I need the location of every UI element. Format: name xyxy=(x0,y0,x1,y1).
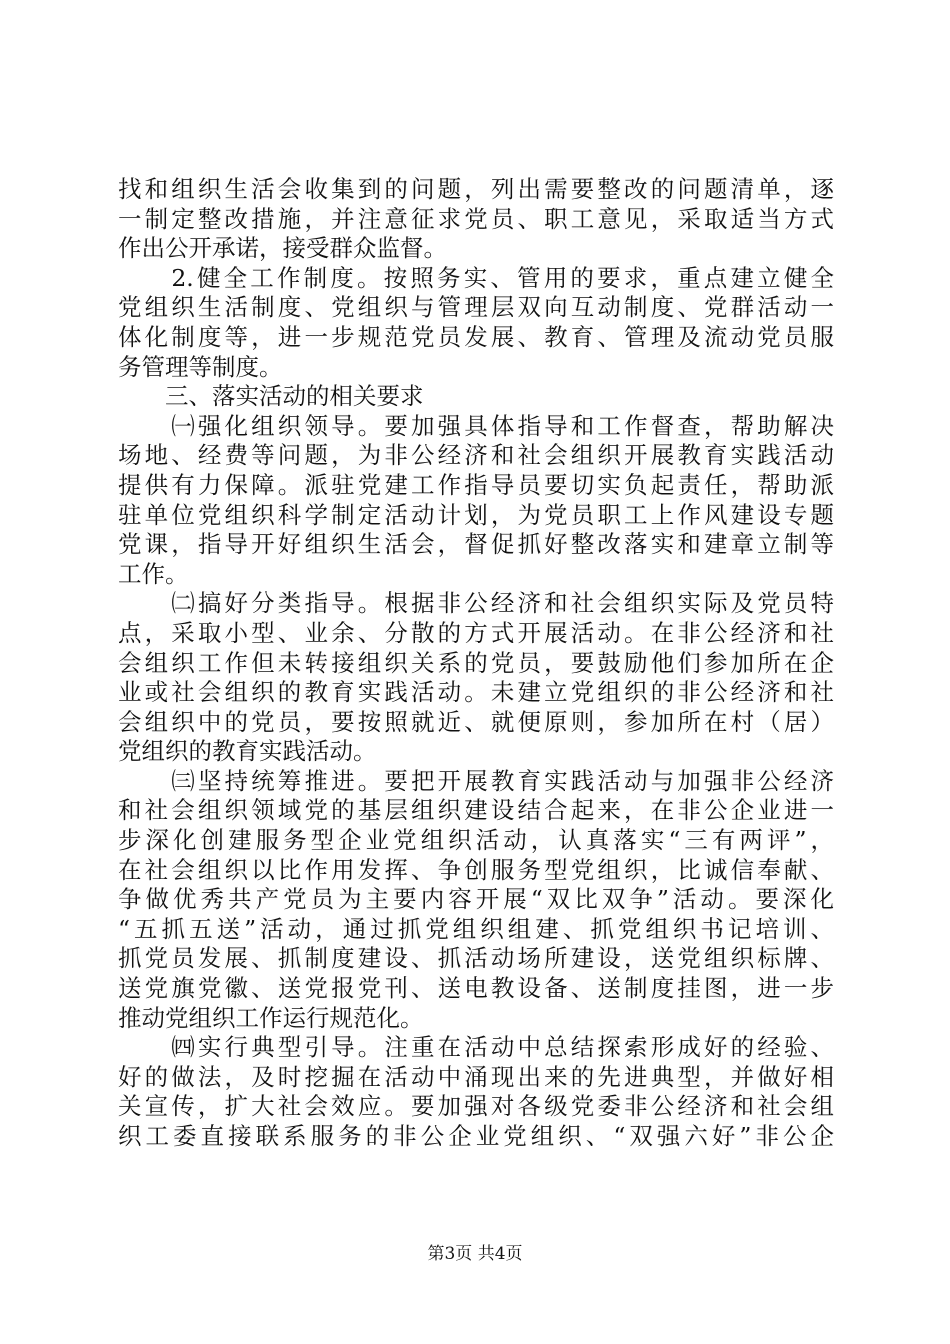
text-line: 关宣传，扩大社会效应。要加强对各级党委非公经济和社会组 xyxy=(118,1092,834,1121)
text-line: ㈡搞好分类指导。根据非公经济和社会组织实际及党员特 xyxy=(118,589,834,618)
text-line: 送党旗党徽、送党报党刊、送电教设备、送制度挂图，进一步 xyxy=(118,974,834,1003)
text-line: 党课，指导开好组织生活会，督促抓好整改落实和建章立制等 xyxy=(118,530,834,559)
text-line: 步深化创建服务型企业党组织活动，认真落实“三有两评”， xyxy=(118,826,834,855)
text-line: 党组织生活制度、党组织与管理层双向互动制度、党群活动一 xyxy=(118,293,834,322)
document-body xyxy=(118,175,834,1152)
text-line: 和社会组织领域党的基层组织建设结合起来，在非公企业进一 xyxy=(118,796,834,825)
text-line: 业或社会组织的教育实践活动。未建立党组织的非公经济和社 xyxy=(118,678,834,707)
text-line: 织工委直接联系服务的非公企业党组织、“双强六好”非公企 xyxy=(118,1122,834,1150)
text-line: ㈣实行典型引导。注重在活动中总结探索形成好的经验、 xyxy=(118,1033,834,1062)
text-line: 驻单位党组织科学制定活动计划，为党员职工上作风建设专题 xyxy=(118,500,834,529)
text-line: 作出公开承诺，接受群众监督。 xyxy=(118,234,447,263)
text-line: 找和组织生活会收集到的问题，列出需要整改的问题清单，逐 xyxy=(118,175,834,203)
text-line: 2.健全工作制度。按照务实、管用的要求，重点建立健全 xyxy=(118,263,834,292)
text-line: 在社会组织以比作用发挥、争创服务型党组织，比诚信奉献、 xyxy=(118,855,834,884)
text-line: 点，采取小型、业余、分散的方式开展活动。在非公经济和社 xyxy=(118,618,834,647)
text-line: ㈢坚持统筹推进。要把开展教育实践活动与加强非公经济 xyxy=(118,766,834,795)
text-line: 一制定整改措施，并注意征求党员、职工意见，采取适当方式 xyxy=(118,204,834,233)
text-line: 会组织工作但未转接组织关系的党员，要鼓励他们参加所在企 xyxy=(118,648,834,677)
text-line: 推动党组织工作运行规范化。 xyxy=(118,1003,424,1032)
text-line: 场地、经费等问题，为非公经济和社会组织开展教育实践活动 xyxy=(118,441,834,470)
text-line: “五抓五送”活动，通过抓党组织组建、抓党组织书记培训、 xyxy=(118,914,834,943)
page-footer: 第3页 共4页 xyxy=(427,1244,523,1264)
text-line: 工作。 xyxy=(118,559,189,588)
text-line: 体化制度等，进一步规范党员发展、教育、管理及流动党员服 xyxy=(118,322,834,351)
text-line: ㈠强化组织领导。要加强具体指导和工作督查，帮助解决 xyxy=(118,411,834,440)
text-line: 好的做法，及时挖掘在活动中涌现出来的先进典型，并做好相 xyxy=(118,1062,834,1091)
text-line: 务管理等制度。 xyxy=(118,352,283,381)
text-line: 党组织的教育实践活动。 xyxy=(118,737,377,766)
text-line: 抓党员发展、抓制度建设、抓活动场所建设，送党组织标牌、 xyxy=(118,944,834,973)
text-line: 会组织中的党员，要按照就近、就便原则，参加所在村（居） xyxy=(118,707,834,736)
text-line: 争做优秀共产党员为主要内容开展“双比双争”活动。要深化 xyxy=(118,885,834,914)
text-line: 提供有力保障。派驻党建工作指导员要切实负起责任，帮助派 xyxy=(118,470,834,499)
text-line: 三、落实活动的相关要求 xyxy=(118,382,424,411)
